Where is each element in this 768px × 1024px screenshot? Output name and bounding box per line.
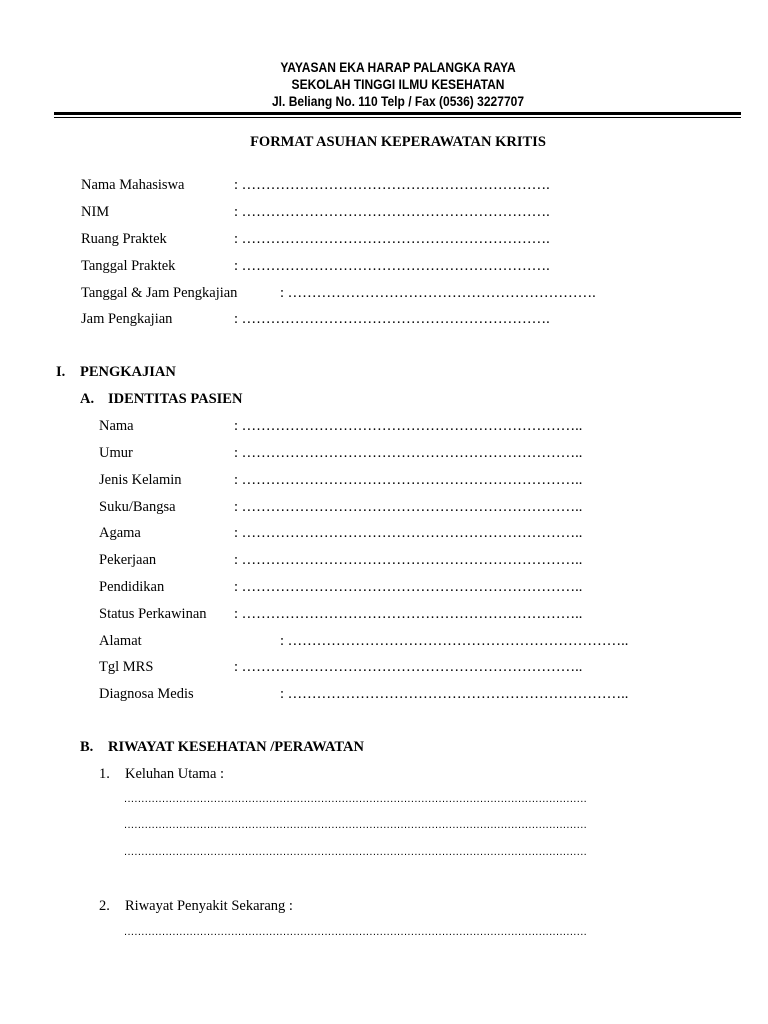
answer-line-1[interactable]: ...................................................................................................................................... — [124, 793, 588, 805]
field-value-tanggal-praktek[interactable]: : ………………………………………………………. — [234, 258, 550, 274]
section-title: PENGKAJIAN — [80, 364, 176, 380]
field-value-nama[interactable]: : …………………………………………………………….. — [234, 418, 583, 434]
field-label-suku-bangsa: Suku/Bangsa — [99, 499, 176, 515]
field-value-ruang-praktek[interactable]: : ………………………………………………………. — [234, 231, 550, 247]
field-value-jenis-kelamin[interactable]: : …………………………………………………………….. — [234, 472, 583, 488]
field-value-nim[interactable]: : ………………………………………………………. — [234, 204, 550, 220]
field-value-umur[interactable]: : …………………………………………………………….. — [234, 445, 583, 461]
item-2-label: Riwayat Penyakit Sekarang : — [125, 898, 293, 914]
field-value-status-perkawinan[interactable]: : …………………………………………………………….. — [234, 606, 583, 622]
field-value-suku-bangsa[interactable]: : …………………………………………………………….. — [234, 499, 583, 515]
answer-line-3[interactable]: ...................................................................................................................................... — [124, 846, 588, 858]
field-label-jam-pengkajian: Jam Pengkajian — [81, 311, 173, 327]
field-value-pendidikan[interactable]: : …………………………………………………………….. — [234, 579, 583, 595]
form-title: FORMAT ASUHAN KEPERAWATAN KRITIS — [250, 134, 546, 150]
field-label-tgl-mrs: Tgl MRS — [99, 659, 154, 675]
subsection-b-title: RIWAYAT KESEHATAN /PERAWATAN — [108, 739, 364, 755]
field-label-umur: Umur — [99, 445, 133, 461]
item-2-number: 2. — [99, 898, 110, 914]
answer-line-4[interactable]: ...................................................................................................................................... — [124, 926, 588, 938]
item-1-number: 1. — [99, 766, 110, 782]
field-value-pekerjaan[interactable]: : …………………………………………………………….. — [234, 552, 583, 568]
field-value-diagnosa-medis[interactable]: : …………………………………………………………….. — [280, 686, 629, 702]
field-label-tanggal-praktek: Tanggal Praktek — [81, 258, 176, 274]
field-label-alamat: Alamat — [99, 633, 142, 649]
letterhead-address: Jl. Beliang No. 110 Telp / Fax (0536) 3227707 — [271, 93, 525, 109]
letterhead-line2: SEKOLAH TINGGI ILMU KESEHATAN — [291, 76, 505, 92]
field-label-agama: Agama — [99, 525, 141, 541]
field-label-tanggal-jam-pengkajian: Tanggal & Jam Pengkajian — [81, 285, 238, 301]
field-label-nim: NIM — [81, 204, 110, 220]
field-value-tanggal-jam-pengkajian[interactable]: : ………………………………………………………. — [280, 285, 596, 301]
subsection-a-letter: A. — [80, 391, 95, 407]
field-label-pekerjaan: Pekerjaan — [99, 552, 157, 568]
field-label-ruang-praktek: Ruang Praktek — [81, 231, 167, 247]
field-label-nama-mahasiswa: Nama Mahasiswa — [81, 177, 185, 193]
field-label-status-perkawinan: Status Perkawinan — [99, 606, 207, 622]
field-value-alamat[interactable]: : …………………………………………………………….. — [280, 633, 629, 649]
letterhead-rule-thin — [54, 117, 741, 118]
field-label-jenis-kelamin: Jenis Kelamin — [99, 472, 182, 488]
letterhead-rule-thick — [54, 112, 741, 115]
answer-line-2[interactable]: ...................................................................................................................................... — [124, 819, 588, 831]
field-label-diagnosa-medis: Diagnosa Medis — [99, 686, 194, 702]
field-value-jam-pengkajian[interactable]: : ………………………………………………………. — [234, 311, 550, 327]
subsection-b-letter: B. — [80, 739, 94, 755]
field-label-pendidikan: Pendidikan — [99, 579, 165, 595]
field-value-nama-mahasiswa[interactable]: : ………………………………………………………. — [234, 177, 550, 193]
section-number: I. — [56, 364, 66, 380]
field-value-tgl-mrs[interactable]: : …………………………………………………………….. — [234, 659, 583, 675]
subsection-a-title: IDENTITAS PASIEN — [108, 391, 243, 407]
field-value-agama[interactable]: : …………………………………………………………….. — [234, 525, 583, 541]
field-label-nama: Nama — [99, 418, 134, 434]
letterhead-line1: YAYASAN EKA HARAP PALANGKA RAYA — [280, 59, 516, 75]
item-1-label: Keluhan Utama : — [125, 766, 225, 782]
